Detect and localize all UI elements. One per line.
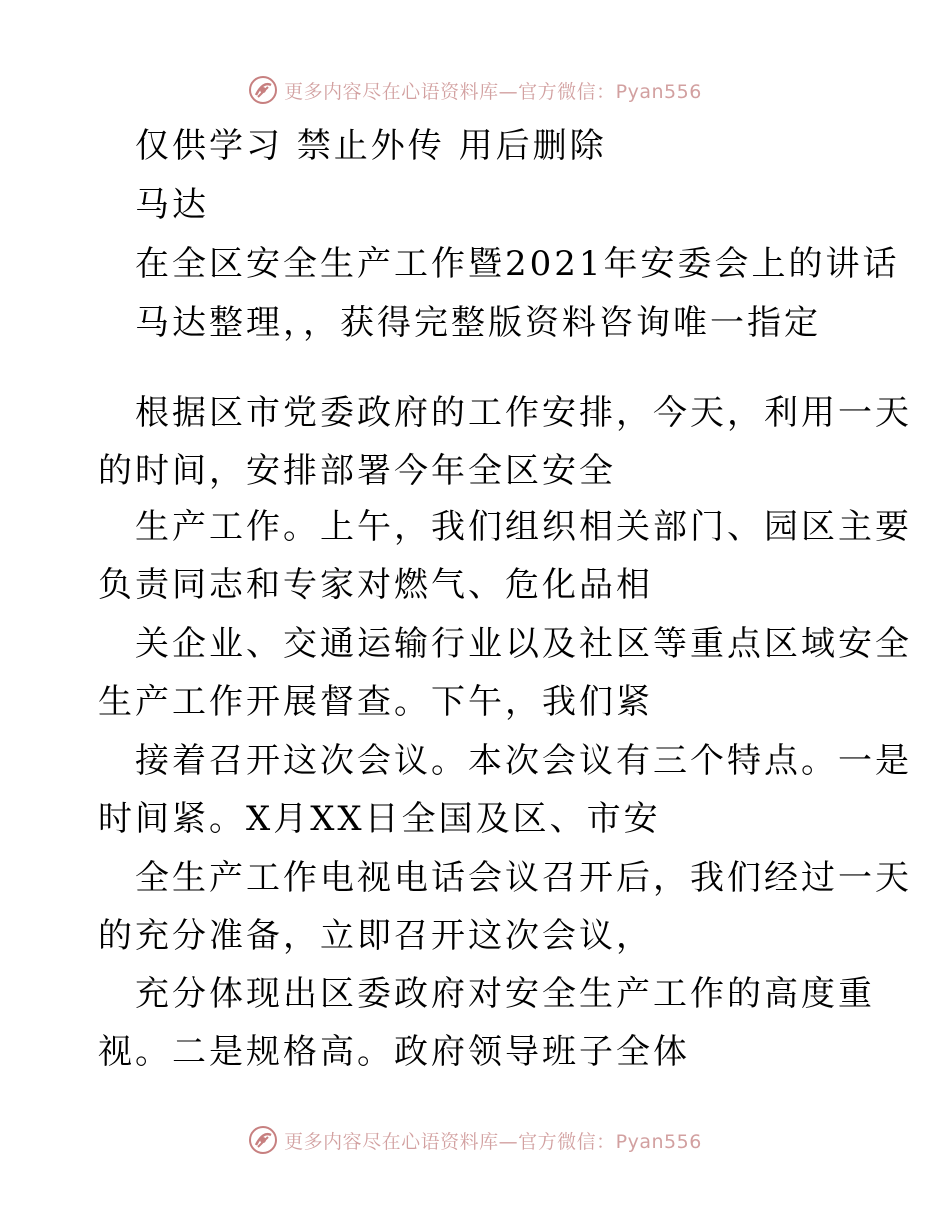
watermark-text: 更多内容尽在心语资料库—官方微信：Pyan556 (284, 80, 702, 103)
paragraph-line: 全生产工作电视电话会议召开后，我们经过一天 (135, 858, 912, 898)
paragraph-line: 的充分准备，立即召开这次会议， (98, 916, 653, 956)
watermark-banner-bottom (0, 1120, 950, 1160)
paragraph-line: 的时间，安排部署今年全区安全 (98, 451, 616, 491)
paragraph-line: 视。二是规格高。政府领导班子全体 (98, 1032, 690, 1072)
paragraph-line: 关企业、交通运输行业以及社区等重点区域安全 (135, 624, 912, 664)
document-title: 在全区安全生产工作暨2021年安委会上的讲话 (135, 244, 900, 284)
notice-line: 仅供学习 禁止外传 用后删除 (135, 126, 607, 166)
author-line: 马达 (135, 185, 209, 225)
paragraph-line: 负责同志和专家对燃气、危化品相 (98, 565, 653, 605)
seal-logo-icon (248, 1125, 278, 1155)
paragraph-line: 根据区市党委政府的工作安排，今天，利用一天 (135, 393, 912, 433)
paragraph-line: 充分体现出区委政府对安全生产工作的高度重 (135, 974, 875, 1014)
paragraph-line: 生产工作。上午，我们组织相关部门、园区主要 (135, 507, 912, 547)
paragraph-line: 生产工作开展督查。下午，我们紧 (98, 682, 653, 722)
watermark-text: 更多内容尽在心语资料库—官方微信：Pyan556 (284, 1130, 702, 1153)
paragraph-line: 时间紧。X月XX日全国及区、市安 (98, 799, 661, 839)
watermark-banner-top (0, 70, 950, 110)
paragraph-line: 接着召开这次会议。本次会议有三个特点。一是 (135, 741, 912, 781)
source-line: 马达整理，，获得完整版资料咨询唯一指定 (135, 303, 821, 343)
seal-logo-icon (248, 75, 278, 105)
